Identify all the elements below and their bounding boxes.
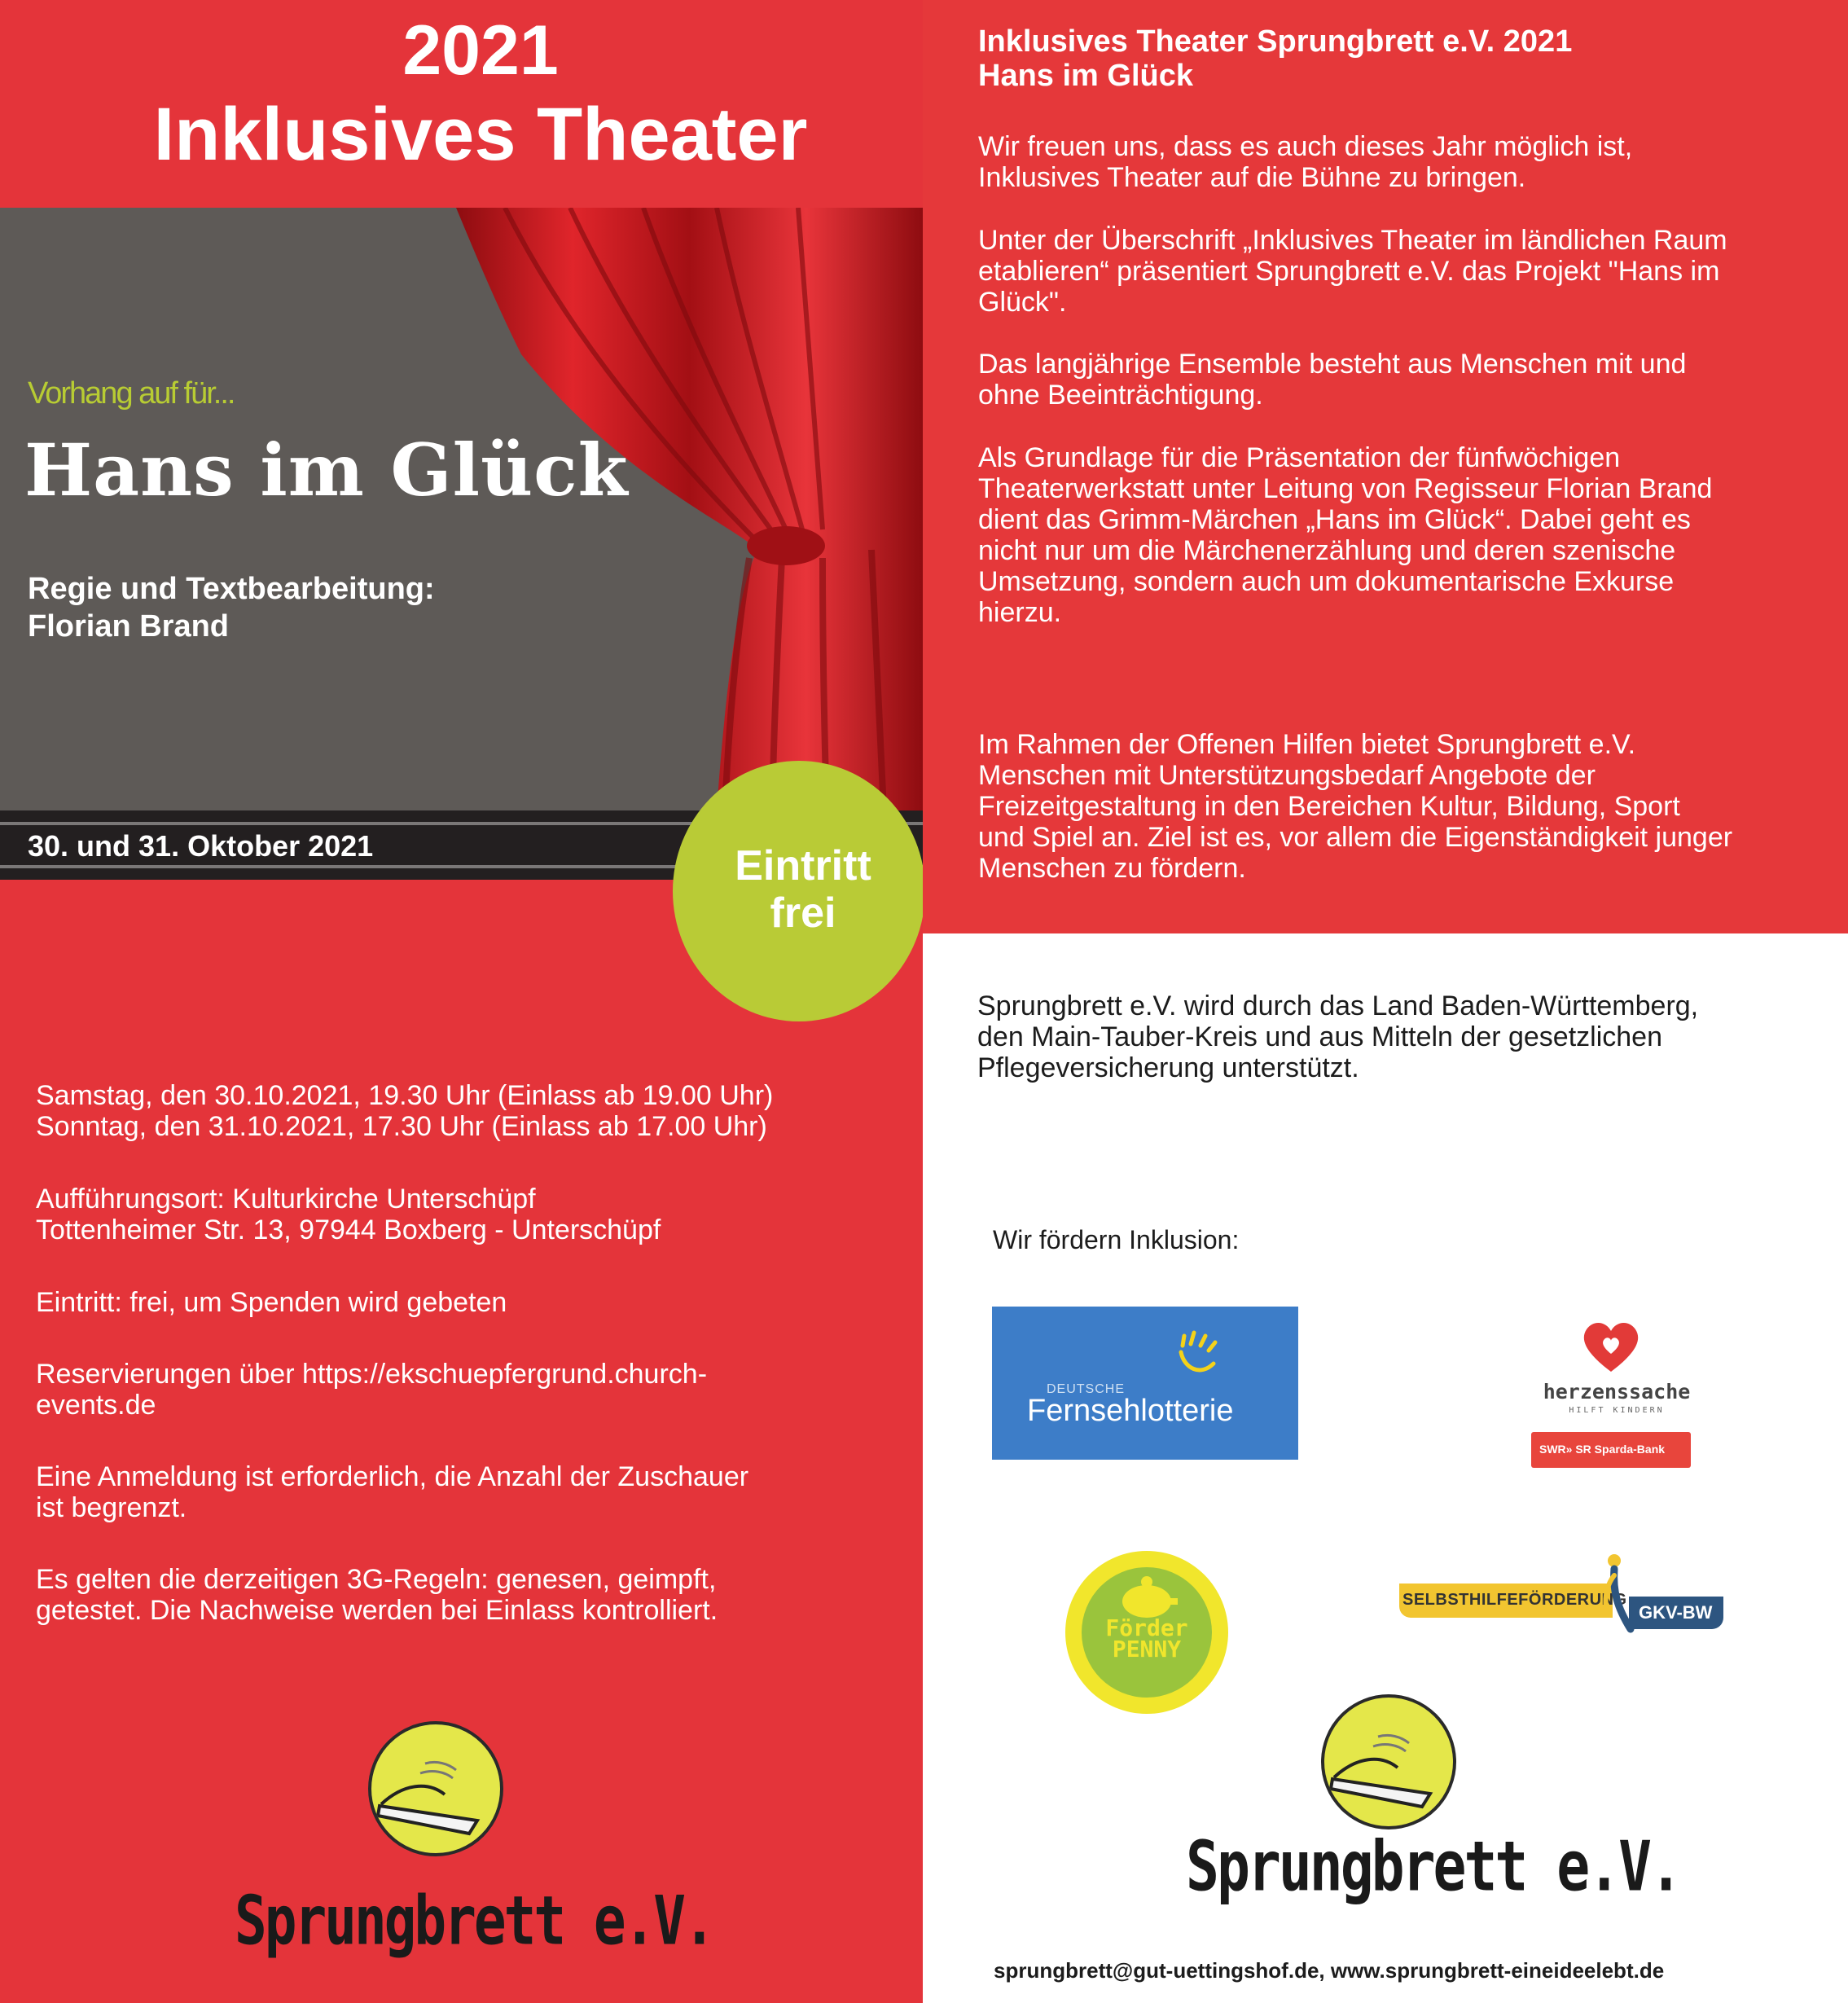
paragraph-ensemble: Das langjährige Ensemble besteht aus Menschen mit und ohne Beeinträchtigung. <box>978 349 1687 411</box>
performance-dates: 30. und 31. Oktober 2021 <box>28 829 374 863</box>
badge-line-1: Eintritt <box>735 842 871 889</box>
penny-line-1: Förder <box>1105 1614 1188 1641</box>
herzenssache-name: herzenssache <box>1543 1380 1691 1403</box>
entry-text: Eintritt: frei, um Spenden wird gebeten <box>36 1287 507 1318</box>
paragraph-offers: Im Rahmen der Offenen Hilfen bietet Sprungbrett e.V. Menschen mit Unterstützungsbedarf Angebote der Freizeitgestaltung in den Bereichen Kultur, Bildung, Sport und Spiel an. Ziel ist es, vor allem die Eigenständigkeit junger Menschen zu fördern. <box>978 729 1733 884</box>
heart-icon <box>1578 1318 1644 1375</box>
registration-text: Eine Anmeldung ist erforderlich, die Anzahl der Zuschauer ist begrenzt. <box>36 1461 749 1523</box>
schedule-text: Samstag, den 30.10.2021, 19.30 Uhr (Einlass ab 19.00 Uhr) Sonntag, den 31.10.2021, 17.30 Uhr (Einlass ab 17.00 Uhr) <box>36 1080 774 1142</box>
contact-line: sprungbrett@gut-uettingshof.de, www.sprungbrett-eineideelebt.de <box>994 1958 1665 1983</box>
badge-text <box>673 842 933 937</box>
venue-text: Aufführungsort: Kulturkirche Unterschüpf Tottenheimer Str. 13, 97944 Boxberg - Unterschüpf <box>36 1184 661 1245</box>
play-title: Hans im Glück <box>24 428 629 512</box>
main-title: Inklusives Theater <box>153 93 808 176</box>
fernsehlotterie-name: Fernsehlotterie <box>1027 1394 1234 1428</box>
hand-icon <box>992 1307 1298 1460</box>
reservation-text: Reservierungen über https://ekschuepfergrund.church- events.de <box>36 1359 708 1421</box>
kicker-text: Vorhang auf für... <box>28 376 235 411</box>
paragraph-project: Unter der Überschrift „Inklusives Theater im ländlichen Raum etablieren“ präsentiert Sprungbrett e.V. das Projekt "Hans im Glück". <box>978 225 1727 318</box>
org-name-right: Sprungbrett e.V. <box>1186 1827 1681 1908</box>
info-title: Inklusives Theater Sprungbrett e.V. 2021 Hans im Glück <box>978 24 1573 93</box>
selbsthilfe-text: SELBSTHILFEFÖRDERUNG <box>1402 1591 1627 1609</box>
sprungbrett-logo-icon-right <box>1321 1694 1456 1829</box>
sponsor-heading: Wir fördern Inklusion: <box>993 1225 1240 1254</box>
foerderpenny-text <box>1065 1614 1228 1663</box>
direction-label: Regie und Textbearbeitung: <box>28 572 435 606</box>
paragraph-basis: Als Grundlage für die Präsentation der fünfwöchigen Theaterwerkstatt unter Leitung von Regisseur Florian Brand dient das Grimm-Märchen „Hans im Glück“. Dabei geht es nicht nur um die Märchenerzählung und deren szenische Umsetzung, sondern auch um dokumentarische Exkurse hierzu. <box>978 442 1713 628</box>
herzenssache-subtitle: HILFT KINDERN <box>1569 1406 1665 1415</box>
herzenssache-partners: SWR» SR Sparda-Bank <box>1539 1443 1666 1456</box>
fernsehlotterie-logo <box>992 1307 1298 1460</box>
paragraph-intro: Wir freuen uns, dass es auch dieses Jahr möglich ist, Inklusives Theater auf die Bühne zu bringen. <box>978 131 1633 193</box>
sprungbrett-logo-icon <box>368 1721 503 1856</box>
fernsehlotterie-small-text: DEUTSCHE <box>1047 1382 1126 1396</box>
rules-text: Es gelten die derzeitigen 3G-Regeln: genesen, geimpft, getestet. Die Nachweise werden bei Einlass kontrolliert. <box>36 1564 718 1626</box>
penny-line-2: PENNY <box>1112 1636 1182 1663</box>
year-heading: 2021 <box>402 11 559 90</box>
support-text: Sprungbrett e.V. wird durch das Land Baden-Württemberg, den Main-Tauber-Kreis und aus Mitteln der gesetzlichen Pflegeversicherung unterstützt. <box>977 991 1699 1083</box>
gkv-text: GKV-BW <box>1639 1602 1713 1623</box>
director-name: Florian Brand <box>28 609 230 644</box>
badge-line-2: frei <box>770 889 836 937</box>
org-name-left: Sprungbrett e.V. <box>235 1882 713 1961</box>
